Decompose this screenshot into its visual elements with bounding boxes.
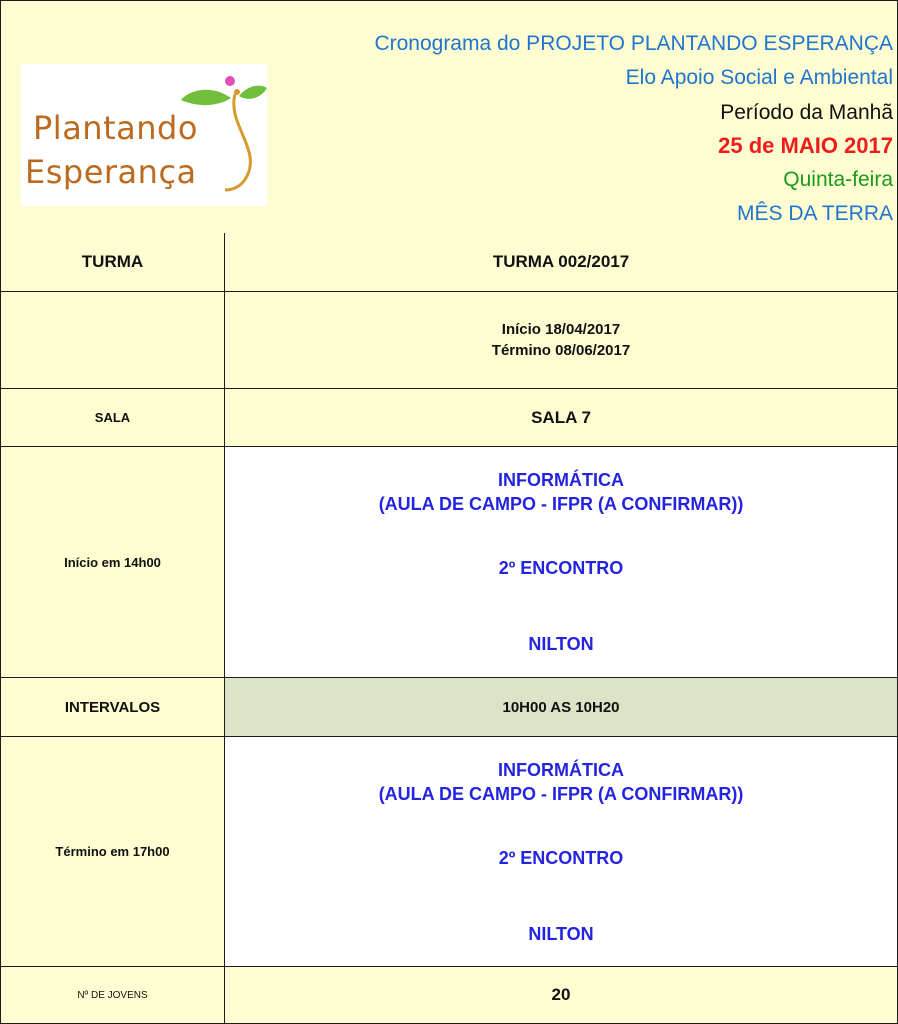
session-end-details [225,737,897,966]
activity-title: INFORMÁTICA [498,470,624,490]
break-value: 10H00 AS 10H20 [225,678,897,736]
table-row-session-end [1,737,897,967]
youth-count-value: 20 [225,967,897,1023]
month-theme: MÊS DA TERRA [737,202,893,225]
meeting-number: 2º ENCONTRO [498,847,624,868]
room-label: SALA [1,389,225,446]
instructor-name: NILTON [528,923,594,944]
schedule-header [1,1,897,234]
logo-text-line2: Esperança [25,153,197,191]
table-row-break [1,678,897,737]
activity-title: INFORMÁTICA [498,759,624,780]
youth-count-label: Nº DE JOVENS [1,967,225,1023]
turma-value: TURMA 002/2017 [225,233,897,291]
table-row-dates [1,292,897,389]
dates-label [1,292,225,388]
activity-subtitle: (AULA DE CAMPO - IFPR (A CONFIRMAR)) [378,783,744,804]
start-date: Início 18/04/2017 [501,321,621,338]
table-row-turma [1,233,897,292]
weekday-label: Quinta-feira [783,168,893,191]
turma-label: TURMA [1,233,225,291]
end-date: Término 08/06/2017 [491,342,631,359]
table-row-room [1,389,897,447]
meeting-number: 2º ENCONTRO [498,558,624,578]
activity-subtitle: (AULA DE CAMPO - IFPR (A CONFIRMAR)) [378,494,744,514]
session-start-label: Início em 14h00 [1,447,225,677]
table-row-session-start [1,447,897,678]
dates-value [225,292,897,388]
session-end-label: Término em 17h00 [1,737,225,966]
table-row-youth-count [1,967,897,1023]
logo-text-line1: Plantando [33,109,198,147]
period-label: Período da Manhã [720,101,893,124]
organization-name: Elo Apoio Social e Ambiental [625,66,893,89]
break-label: INTERVALOS [1,678,225,736]
schedule-title: Cronograma do PROJETO PLANTANDO ESPERANÇA [374,32,893,55]
room-value: SALA 7 [225,389,897,446]
project-logo [21,64,267,206]
schedule-date: 25 de MAIO 2017 [718,133,893,158]
instructor-name: NILTON [528,634,594,654]
session-start-details [225,447,897,677]
